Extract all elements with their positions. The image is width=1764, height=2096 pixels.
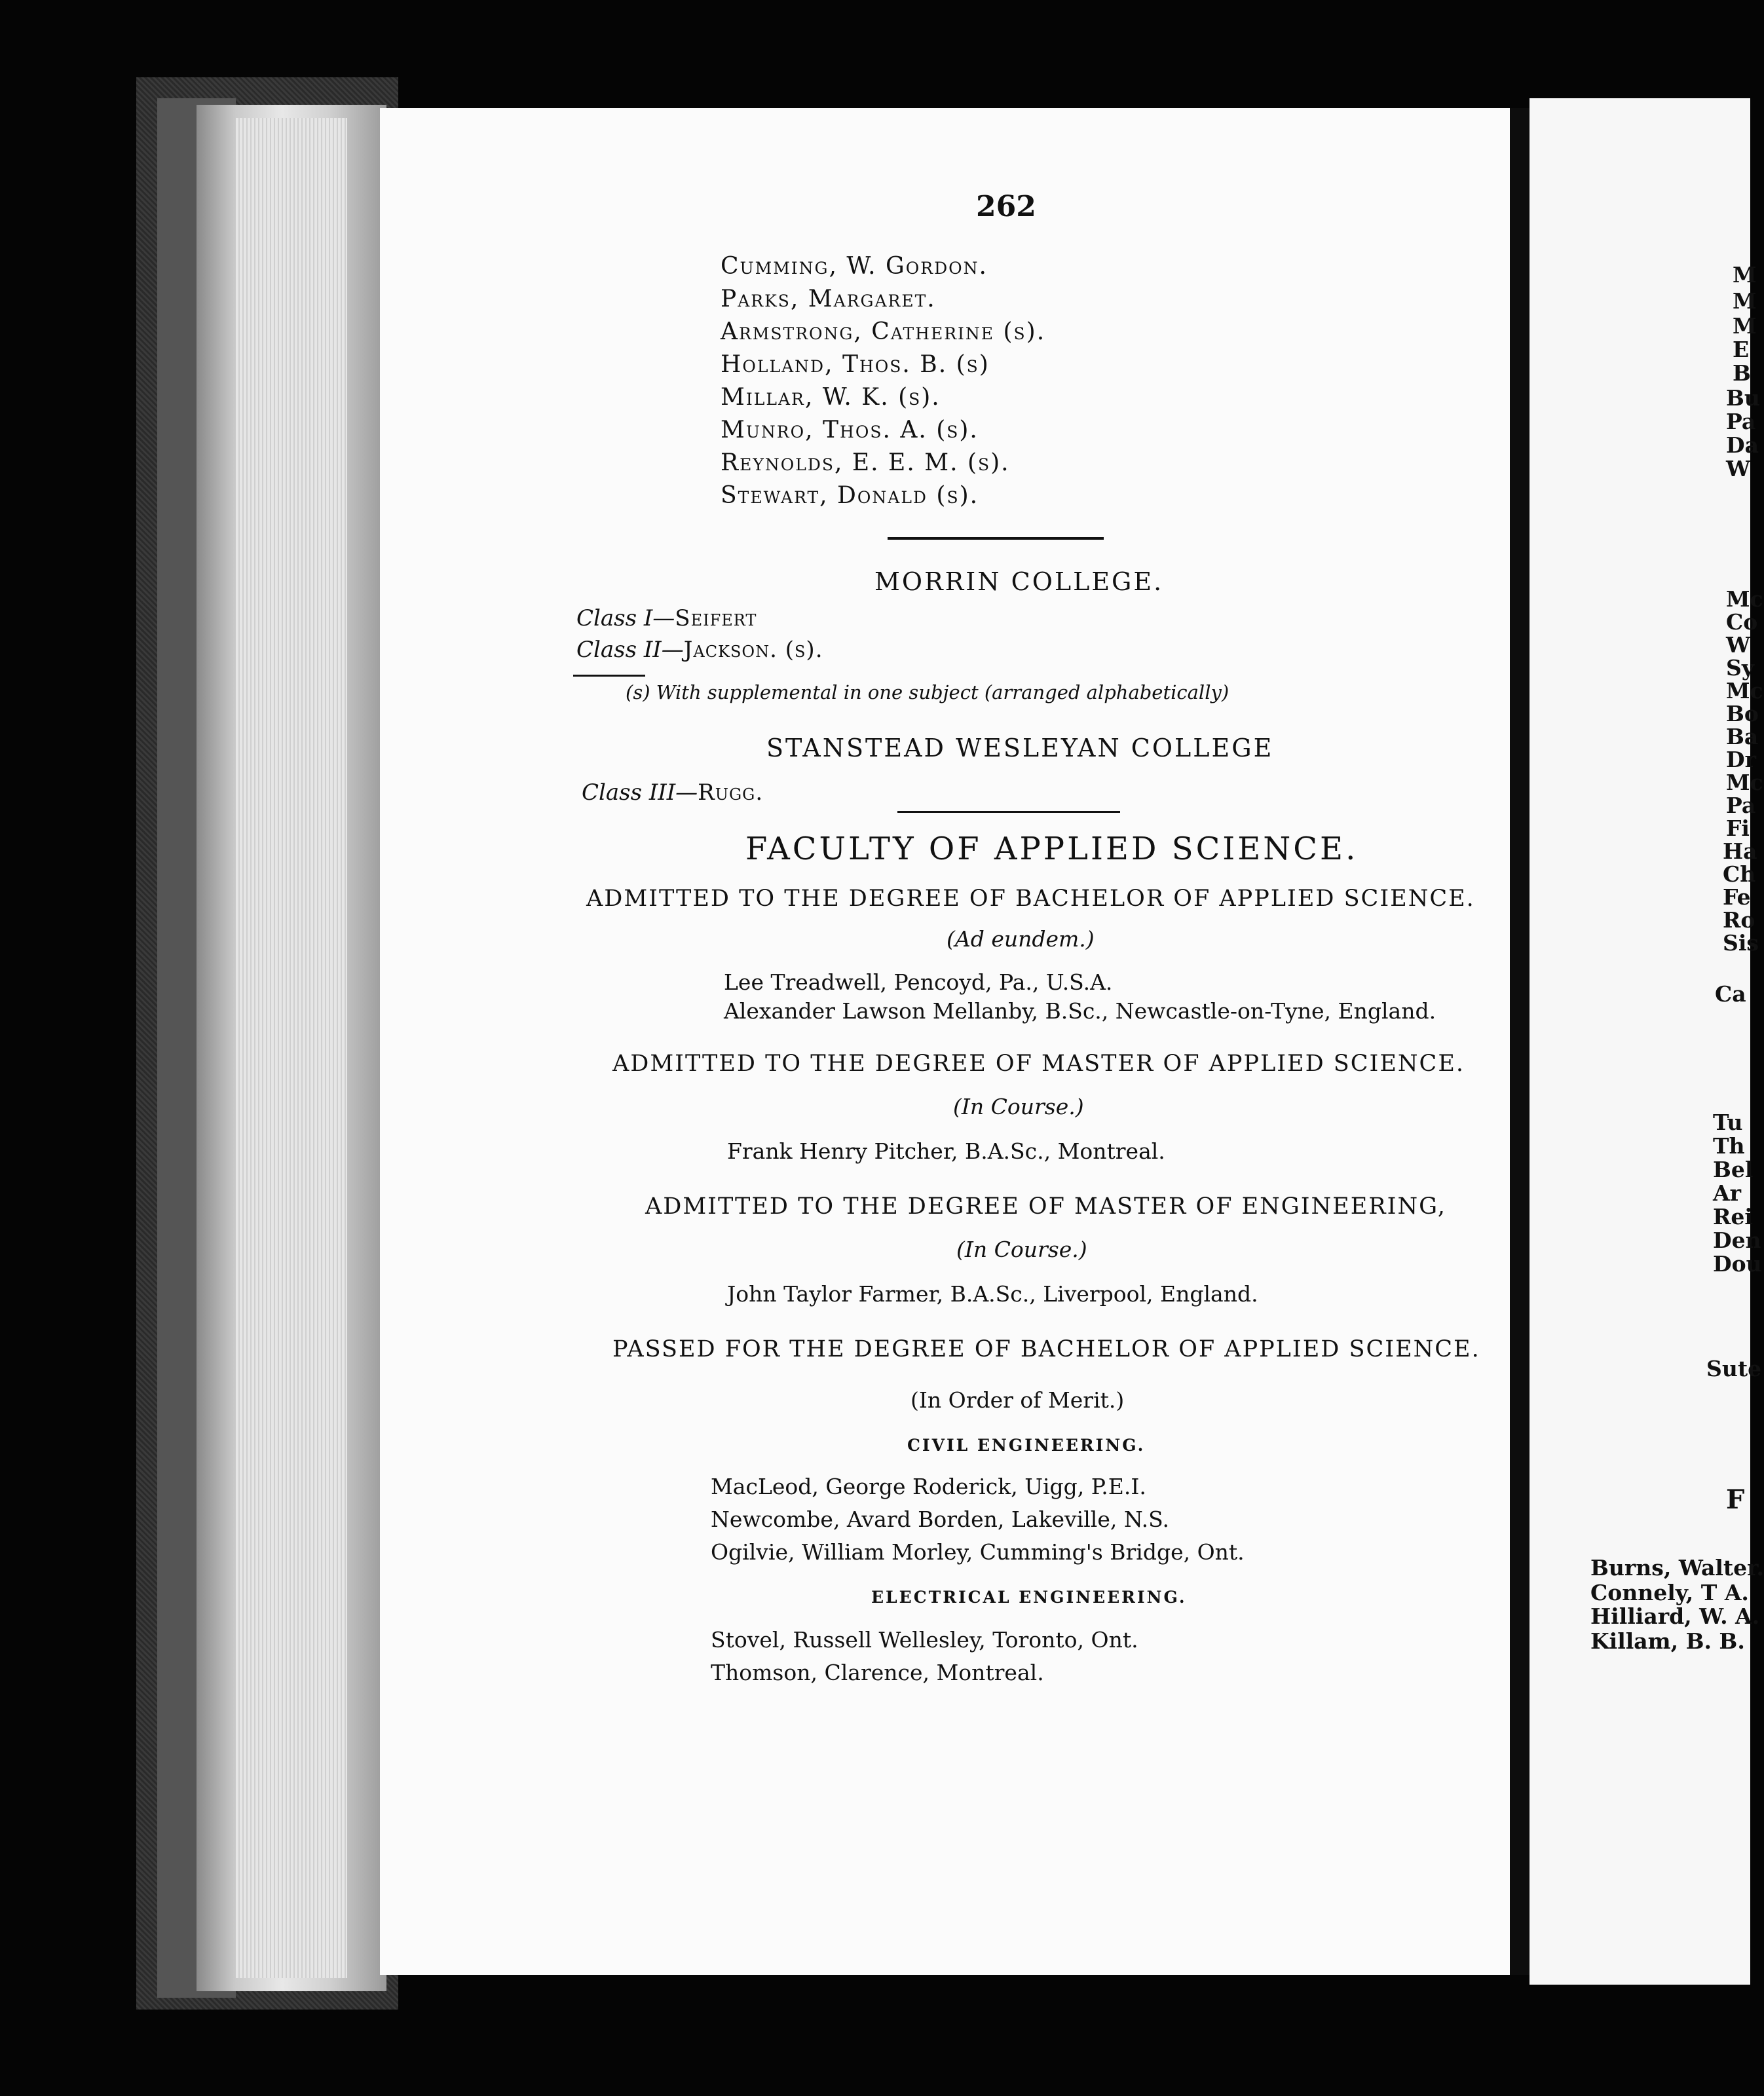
list-item: Reynolds, E. E. M. (s). bbox=[721, 449, 1010, 476]
degree-heading: ADMITTED TO THE DEGREE OF MASTER OF ENGINEERING, bbox=[645, 1193, 1446, 1220]
degree-heading: ADMITTED TO THE DEGREE OF MASTER OF APPLIED SCIENCE. bbox=[612, 1051, 1465, 1077]
text-fragment: Da bbox=[1726, 432, 1759, 458]
class-name: Jackson. (s). bbox=[683, 637, 823, 663]
list-item: Parks, Margaret. bbox=[721, 286, 936, 312]
footnote: (s) With supplemental in one subject (arranged alphabetically) bbox=[626, 681, 1229, 703]
section-title: MORRIN COLLEGE. bbox=[874, 567, 1164, 596]
degree-subheading: (In Order of Merit.) bbox=[910, 1387, 1125, 1413]
footnote-rule bbox=[573, 675, 645, 677]
degree-subheading: (In Course.) bbox=[953, 1094, 1084, 1119]
text-fragment: Sute bbox=[1706, 1356, 1762, 1381]
page-number: 262 bbox=[976, 190, 1036, 223]
list-item: Lee Treadwell, Pencoyd, Pa., U.S.A. bbox=[724, 969, 1113, 995]
class-name: Seifert bbox=[675, 605, 757, 631]
text-fragment: Bu bbox=[1726, 385, 1760, 411]
list-item: Hilliard, W. A. bbox=[1590, 1603, 1760, 1629]
text-fragment: Co bbox=[1726, 609, 1758, 635]
section-title: STANSTEAD WESLEYAN COLLEGE bbox=[766, 734, 1274, 762]
list-item: Cumming, W. Gordon. bbox=[721, 253, 988, 280]
text-fragment: Dr bbox=[1726, 747, 1757, 772]
list-item: Thomson, Clarence, Montreal. bbox=[711, 1660, 1044, 1685]
text-fragment: Pa bbox=[1726, 793, 1756, 818]
text-fragment: Mc bbox=[1726, 770, 1763, 795]
text-fragment: Tu bbox=[1713, 1110, 1743, 1135]
text-fragment: Ca bbox=[1715, 981, 1746, 1007]
list-item: Stovel, Russell Wellesley, Toronto, Ont. bbox=[711, 1627, 1138, 1653]
divider bbox=[888, 537, 1104, 540]
text-fragment: Den bbox=[1713, 1227, 1761, 1253]
class-label: Class II— bbox=[576, 637, 684, 663]
text-fragment: Th bbox=[1713, 1133, 1745, 1159]
text-fragment: Bel bbox=[1713, 1157, 1754, 1182]
list-item: Stewart, Donald (s). bbox=[721, 482, 979, 509]
text-fragment: Ch bbox=[1723, 861, 1756, 887]
list-item: Ogilvie, William Morley, Cumming's Bridge, Ont. bbox=[711, 1539, 1245, 1565]
class-name: Rugg. bbox=[698, 779, 764, 806]
right-page bbox=[1529, 98, 1750, 1985]
class-label: Class I— bbox=[576, 605, 675, 631]
text-fragment: Fe bbox=[1723, 884, 1751, 910]
left-page bbox=[380, 108, 1510, 1975]
class-label: Class III— bbox=[582, 779, 698, 806]
text-fragment: Bo bbox=[1726, 701, 1759, 726]
degree-subheading: (In Course.) bbox=[956, 1237, 1087, 1262]
list-item: Frank Henry Pitcher, B.A.Sc., Montreal. bbox=[727, 1138, 1165, 1164]
list-item: MacLeod, George Roderick, Uigg, P.E.I. bbox=[711, 1474, 1146, 1499]
text-fragment: Sy bbox=[1726, 655, 1755, 681]
faculty-title: FACULTY OF APPLIED SCIENCE. bbox=[745, 831, 1359, 867]
text-fragment: Dou bbox=[1713, 1251, 1762, 1277]
text-fragment: Ro bbox=[1723, 907, 1755, 933]
list-item: Holland, Thos. B. (s) bbox=[721, 351, 990, 378]
text-fragment: Ar bbox=[1713, 1180, 1741, 1206]
text-fragment: W bbox=[1726, 632, 1751, 658]
class-row bbox=[582, 779, 763, 806]
text-fragment: Fi bbox=[1726, 815, 1750, 841]
list-item: Armstrong, Catherine (s). bbox=[721, 318, 1046, 345]
text-fragment: F bbox=[1726, 1484, 1745, 1515]
list-item: Newcombe, Avard Borden, Lakeville, N.S. bbox=[711, 1506, 1170, 1532]
list-item: Killam, B. B. bbox=[1590, 1628, 1745, 1654]
list-item: Munro, Thos. A. (s). bbox=[721, 417, 979, 443]
page-edges-inner bbox=[236, 118, 347, 1978]
discipline-heading: CIVIL ENGINEERING. bbox=[907, 1436, 1146, 1455]
degree-subheading: (Ad eundem.) bbox=[947, 926, 1095, 952]
class-row bbox=[576, 605, 757, 631]
text-fragment: B bbox=[1733, 360, 1751, 386]
text-fragment: Ba bbox=[1726, 724, 1759, 749]
text-fragment: W bbox=[1726, 456, 1751, 481]
list-item: Alexander Lawson Mellanby, B.Sc., Newcastle-on-Tyne, England. bbox=[724, 998, 1436, 1024]
divider bbox=[897, 811, 1120, 813]
text-fragment: E bbox=[1733, 337, 1750, 362]
text-fragment: Pa bbox=[1726, 409, 1756, 434]
text-fragment: Rei bbox=[1713, 1204, 1753, 1229]
degree-heading: ADMITTED TO THE DEGREE OF BACHELOR OF APPLIED SCIENCE. bbox=[586, 886, 1475, 912]
list-item: Burns, Walter. bbox=[1590, 1555, 1764, 1581]
text-fragment: Sis bbox=[1723, 930, 1759, 956]
degree-heading: PASSED FOR THE DEGREE OF BACHELOR OF APPLIED SCIENCE. bbox=[612, 1336, 1480, 1362]
text-fragment: M bbox=[1733, 262, 1757, 288]
book-gutter bbox=[1510, 108, 1529, 1975]
list-item: John Taylor Farmer, B.A.Sc., Liverpool, England. bbox=[727, 1281, 1258, 1307]
discipline-heading: ELECTRICAL ENGINEERING. bbox=[871, 1588, 1187, 1607]
text-fragment: M bbox=[1733, 288, 1757, 314]
list-item: Connely, T A. bbox=[1590, 1580, 1749, 1605]
text-fragment: Mc bbox=[1726, 678, 1763, 703]
text-fragment: M bbox=[1733, 313, 1757, 339]
text-fragment: Mc bbox=[1726, 586, 1763, 612]
class-row bbox=[576, 637, 823, 663]
list-item: Millar, W. K. (s). bbox=[721, 384, 941, 411]
text-fragment: Ha bbox=[1723, 838, 1757, 864]
